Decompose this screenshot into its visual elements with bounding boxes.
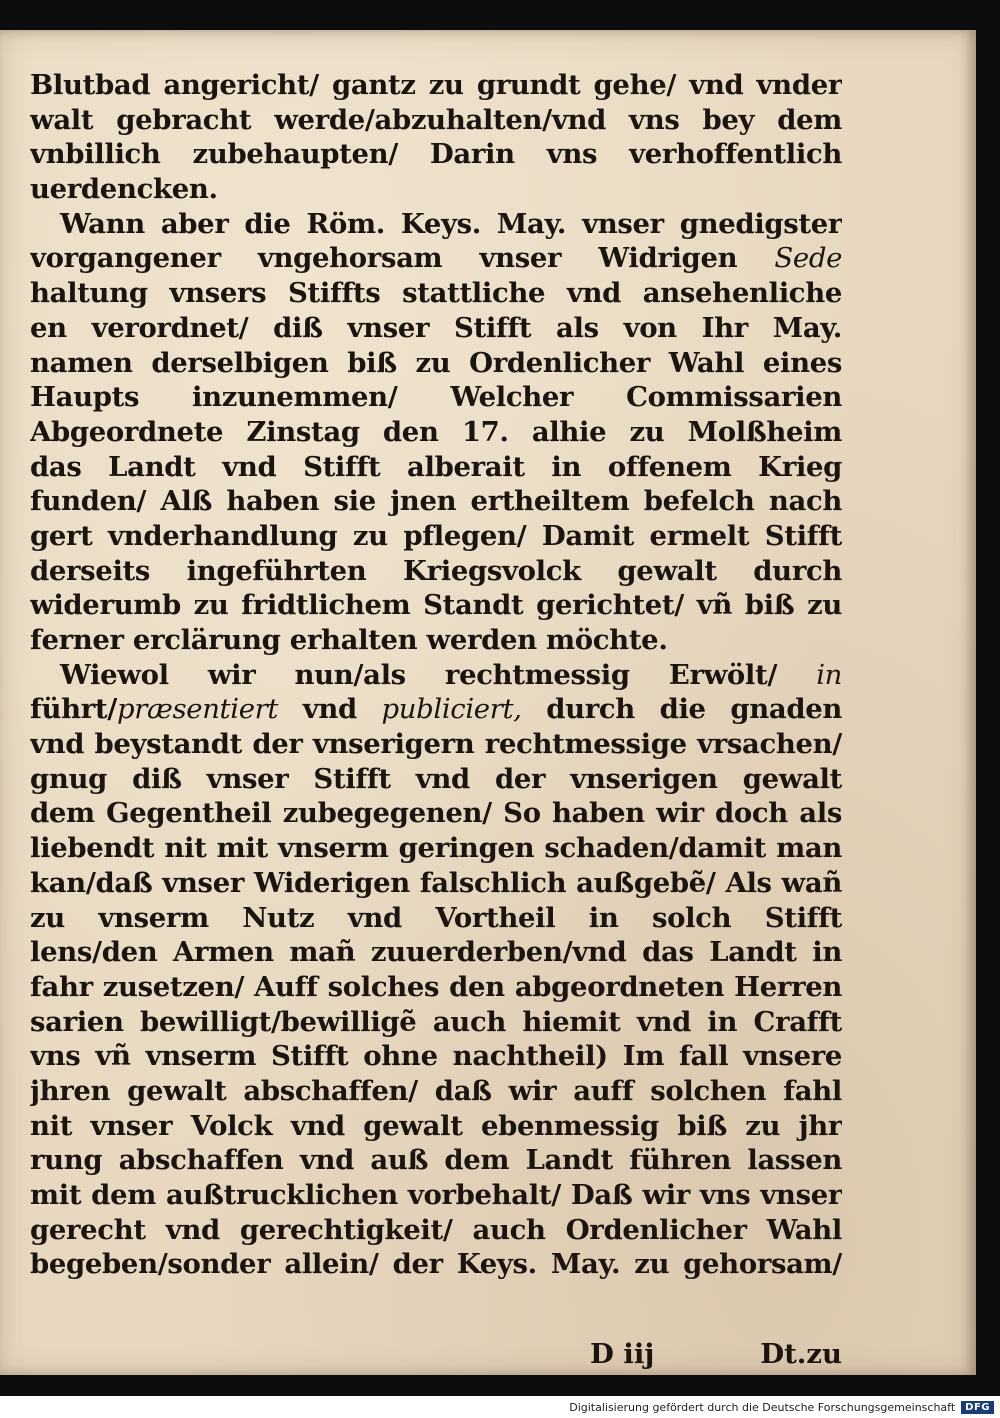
text-run: Abgeordnete Zinstag den 17. alhie zu Molßheim [30,415,842,448]
italic-phrase: Sede [774,242,842,275]
text-run: führt/ [30,693,117,726]
text-line [30,346,842,381]
text-line [30,762,842,797]
text-run: Blutbad angericht/ gantz zu grundt gehe/ vnd vnder [30,69,842,101]
text-run: das Landt vnd Stifft alberait in offenem Krieg [30,450,842,483]
text-run: vnd [278,693,382,726]
text-run: Wann aber die Röm. Keys. May. vnser gnedigster [60,207,842,240]
text-run: derseits ingeführten Kriegsvolck gewalt durch [30,554,842,587]
text-run: sarien bewilligt/bewilligẽ auch hiemit vnd in Crafft [30,1005,842,1038]
text-line [30,692,842,727]
text-line [30,1074,842,1109]
text-line [30,1039,842,1074]
text-run: funden/ Alß haben sie jnen ertheiltem befelch nach [30,485,842,518]
funding-footer-text: Digitalisierung gefördert durch die Deutsche Forschungsgemeinschaft [569,1400,956,1414]
text-run: lens/den Armen mañ zuuerderben/vnd das Landt in [30,936,842,969]
text-run: vnbillich zubehaupten/ Darin vns verhoffentlich [30,138,842,171]
text-line [30,276,842,311]
text-line [30,1143,842,1178]
text-line [30,1247,842,1282]
text-line [30,901,842,936]
text-run: haltung vnsers Stiffts stattliche vnd ansehenliche [30,277,842,310]
text-run: gnug diß vnser Stifft vnd der vnserigen gewalt [30,762,842,795]
text-line [30,450,842,485]
text-line [30,935,842,970]
text-run: walt gebracht werde/abzuhalten/vnd vns bey dem [30,103,842,136]
text-line [30,415,842,450]
funding-footer [0,1396,1000,1418]
text-line [30,172,842,207]
text-run: jhren gewalt abschaffen/ daß wir auff solchen fahl [30,1074,842,1107]
text-line [30,1213,842,1248]
text-line [30,1109,842,1144]
text-run: widerumb zu fridtlichem Standt gerichtet/ vñ biß zu [30,589,842,622]
text-line [30,380,842,415]
text-line [30,137,842,172]
text-line [30,207,842,242]
text-line [30,1178,842,1213]
text-run: Haupts inzunemmen/ Welcher Commissarien [30,381,842,414]
text-line [30,727,842,762]
text-run: dem Gegentheil zubegegenen/ So haben wir doch als [30,797,842,830]
signature-line [590,1338,842,1370]
text-line [30,623,842,658]
text-run: uerdencken. [30,173,218,206]
catchword: Dt.zu [760,1338,842,1370]
text-run: begeben/sonder allein/ der Keys. May. zu gehorsam/ [30,1248,842,1281]
text-run: zu vnserm Nutz vnd Vortheil in solch Stifft [30,901,842,934]
text-run: kan/daß vnser Widerigen falschlich außgebẽ/ Als wañ [30,866,842,899]
text-run: mit dem außtrucklichen vorbehalt/ Daß wir vns vnser [30,1179,842,1211]
page-body-text [30,68,842,1282]
text-run: ferner erclärung erhalten werden möchte. [30,624,668,656]
text-run: rung abschaffen vnd auß dem Landt führen lassen [30,1144,842,1177]
dfg-logo: DFG [961,1401,994,1414]
text-line [30,554,842,589]
text-line [30,311,842,346]
text-line [30,1005,842,1040]
text-run: namen derselbigen biß zu Ordenlicher Wahl eines [30,346,842,379]
text-run: durch die gnaden [546,693,842,726]
text-run: en verordnet/ diß vnser Stifft als von Ihr May. [30,311,842,344]
text-line [30,484,842,519]
text-run: vorgangener vngehorsam vnser Widrigen [30,242,775,275]
text-run: fahr zusetzen/ Auff solches den abgeordneten Herren [30,970,842,1003]
text-line [30,658,842,693]
text-line [30,588,842,623]
book-page [0,30,976,1375]
text-line [30,796,842,831]
text-line [30,866,842,901]
text-line [30,241,842,276]
text-run: Wiewol wir nun/als rechtmessig Erwölt/ [60,658,817,691]
text-run: vns vñ vnserm Stifft ohne nachtheil) Im fall vnsere [30,1040,842,1073]
text-line [30,68,842,103]
text-run: nit vnser Volck vnd gewalt ebenmessig biß zu jhr [30,1109,842,1142]
text-run: vnd beystandt der vnserigern rechtmessige vrsachen/ [30,728,842,761]
italic-phrase: in [816,658,842,691]
signature-mark: D iij [590,1338,655,1370]
text-run: gert vnderhandlung zu pflegen/ Damit ermelt Stifft [30,519,842,552]
text-line [30,103,842,138]
text-line [30,831,842,866]
italic-phrase: publiciert, [381,693,522,726]
text-run: liebendt nit mit vnserm geringen schaden/damit man [30,832,842,865]
italic-phrase: præsentiert [116,693,279,726]
text-line [30,970,842,1005]
text-line [30,519,842,554]
text-run: gerecht vnd gerechtigkeit/ auch Ordenlicher Wahl [30,1213,842,1246]
